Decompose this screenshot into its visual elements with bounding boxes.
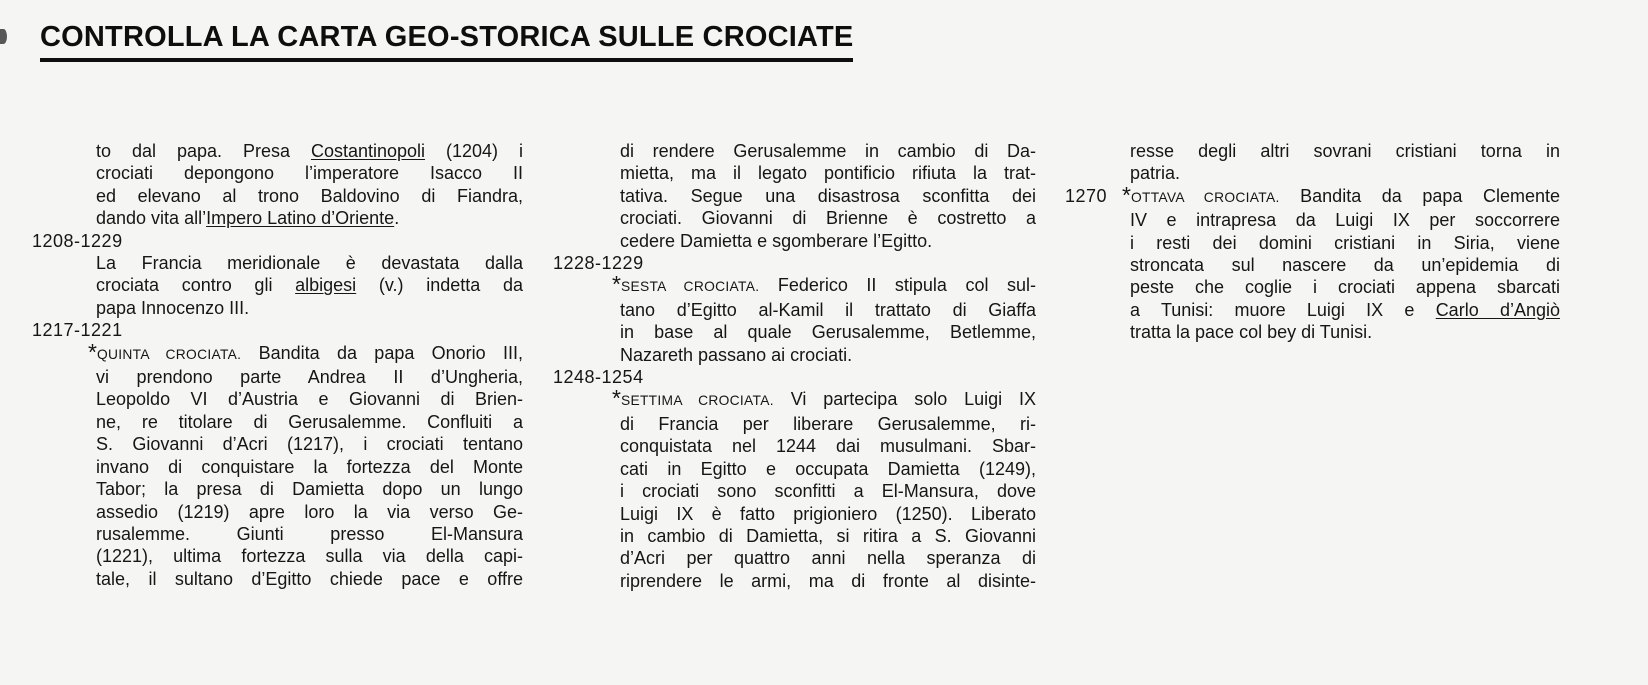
asterisk-marker: * <box>612 271 621 298</box>
text-line: a Tunisi: muore Luigi IX e Carlo d’Angiò <box>1130 299 1561 320</box>
text-line: i resti dei domini cristiani in Siria, viene <box>1130 232 1560 253</box>
text-line: conquistata nel 1244 dai musulmani. Sbar- <box>620 436 1036 457</box>
text-line: d’Acri per quattro anni nella speranza di <box>620 548 1036 569</box>
text-line: crociata contro gli albigesi (v.) indetta da <box>96 275 523 296</box>
text-paragraph <box>612 385 1036 592</box>
text-line: ne, re titolare di Gerusalemme. Confluiti a <box>96 411 523 432</box>
text-line: crociati. Giovanni di Brienne è costretto a <box>620 208 1036 229</box>
text-line: to dal papa. Presa Costantinopoli (1204) i <box>96 141 523 161</box>
text-line: *OTTAVA CROCIATA. Bandita da papa Clemente <box>1122 181 1560 208</box>
text-paragraph <box>1130 140 1560 185</box>
text-line: invano di conquistare la fortezza del Monte <box>96 456 523 477</box>
text-line: cati in Egitto e occupata Damietta (1249), <box>620 458 1036 479</box>
crusade-entry <box>1065 181 1561 344</box>
text-line: crociati depongono l’imperatore Isacco II <box>96 163 523 184</box>
text-paragraph <box>612 271 1036 366</box>
text-line: Nazareth passano ai crociati. <box>620 344 853 365</box>
text-line: i crociati sono sconfitti a El-Mansura, dove <box>620 481 1036 502</box>
column-3 <box>1065 140 1560 344</box>
text-line: *SETTIMA CROCIATA. Vi partecipa solo Luigi IX <box>612 385 1036 412</box>
underlined-term: albigesi <box>295 275 357 296</box>
text-line: papa Innocenzo III. <box>96 297 250 318</box>
date-range: 1208-1229 <box>32 230 123 251</box>
text-line: (1221), ultima fortezza sulla via della capi- <box>96 546 523 567</box>
text-line: in base al quale Gerusalemme, Betlemme, <box>620 322 1036 343</box>
crusade-heading: QUINTA CROCIATA. <box>96 346 242 362</box>
text-paragraph <box>96 252 523 319</box>
text-line: cedere Damietta e sgomberare l’Egitto. <box>620 230 933 251</box>
text-line: La Francia meridionale è devastata dalla <box>96 253 523 274</box>
page-title: CONTROLLA LA CARTA GEO-STORICA SULLE CROCIATE <box>40 21 853 62</box>
asterisk-marker: * <box>88 338 97 365</box>
text-line: di rendere Gerusalemme in cambio di Da- <box>620 141 1036 161</box>
text-line: Luigi IX è fatto prigioniero (1250). Liberato <box>620 503 1036 524</box>
text-line: patria. <box>1130 163 1181 184</box>
column-1 <box>32 140 523 590</box>
column-2 <box>553 140 1036 592</box>
text-line: tativa. Segue una disastrosa sconfitta dei <box>620 185 1036 206</box>
text-line: dando vita all’Impero Latino d’Oriente. <box>96 208 400 229</box>
text-paragraph <box>96 140 523 230</box>
crusade-heading: OTTAVA CROCIATA. <box>1130 189 1280 205</box>
text-line: mietta, ma il legato pontificio rifiuta la trat- <box>620 163 1036 184</box>
asterisk-marker: * <box>612 385 621 412</box>
date-range: 1228-1229 <box>553 253 644 274</box>
text-line: tratta la pace col bey di Tunisi. <box>1130 322 1373 343</box>
underlined-term: Carlo d’Angiò <box>1435 299 1561 320</box>
text-line: S. Giovanni d’Acri (1217), i crociati tentano <box>96 434 523 455</box>
text-line: riprendere le armi, ma di fronte al disinte- <box>620 570 1036 591</box>
text-line: rusalemme. Giunti presso El-Mansura <box>96 523 523 544</box>
text-line: assedio (1219) apre loro la via verso Ge- <box>96 501 523 522</box>
underlined-term: Impero Latino d’Oriente <box>206 208 395 229</box>
date-range: 1217-1221 <box>32 320 123 341</box>
text-line: peste che coglie i crociati appena sbarcati <box>1130 277 1560 298</box>
text-line: in cambio di Damietta, si ritira a S. Giovanni <box>620 525 1036 546</box>
text-line: Tabor; la presa di Damietta dopo un lungo <box>96 479 523 500</box>
text-line: tale, il sultano d’Egitto chiede pace e offre <box>96 568 523 589</box>
text-line: di Francia per liberare Gerusalemme, ri- <box>620 413 1036 434</box>
text-line: ed elevano al trono Baldovino di Fiandra, <box>96 185 523 206</box>
asterisk-marker: * <box>1122 181 1131 208</box>
text-line: stroncata sul nascere da un’epidemia di <box>1130 255 1560 276</box>
date-label: 1270 <box>1065 185 1108 206</box>
date-range: 1248-1254 <box>553 367 644 388</box>
crusade-heading: SESTA CROCIATA. <box>620 279 760 295</box>
text-paragraph <box>620 140 1036 252</box>
underlined-term: Costantinopoli <box>310 141 426 161</box>
text-line: Leopoldo VI d’Austria e Giovanni di Brien- <box>96 389 523 410</box>
text-paragraph <box>88 338 523 590</box>
text-line: resse degli altri sovrani cristiani torna in <box>1130 141 1560 161</box>
text-line: IV e intrapresa da Luigi IX per soccorrere <box>1130 210 1560 231</box>
text-line: *SESTA CROCIATA. Federico II stipula col sul- <box>612 271 1036 298</box>
scan-artifact-mark <box>0 29 7 44</box>
text-line: vi prendono parte Andrea II d’Ungheria, <box>96 367 523 388</box>
text-line: tano d’Egitto al-Kamil il trattato di Giaffa <box>620 299 1036 320</box>
crusade-heading: SETTIMA CROCIATA. <box>620 393 774 409</box>
text-line: *QUINTA CROCIATA. Bandita da papa Onorio III, <box>88 338 523 365</box>
